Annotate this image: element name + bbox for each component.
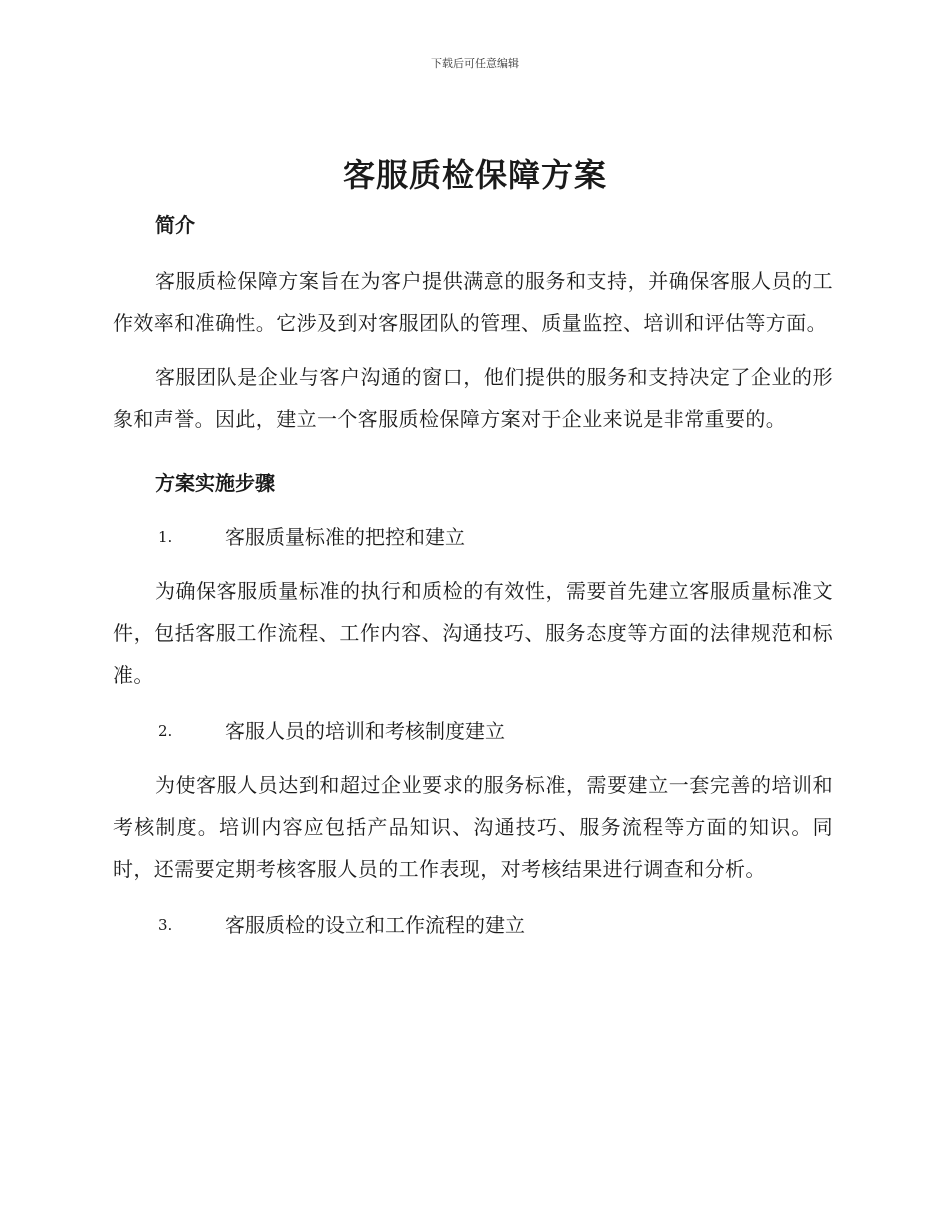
- section-heading-intro: 简介: [155, 213, 195, 237]
- section-heading-steps: 方案实施步骤: [155, 471, 275, 495]
- step-3-label: 客服质检的设立和工作流程的建立: [225, 913, 525, 937]
- step-2-label: 客服人员的培训和考核制度建立: [225, 719, 505, 743]
- step-1-label: 客服质量标准的把控和建立: [225, 525, 465, 549]
- step-3-title: [113, 904, 833, 946]
- intro-paragraph-2: 客服团队是企业与客户沟通的窗口，他们提供的服务和支持决定了企业的形象和声誉。因此，建立一个客服质检保障方案对于企业来说是非常重要的。: [113, 365, 833, 431]
- step-3-number: 3.: [158, 916, 173, 934]
- step-2-title: [113, 710, 833, 752]
- intro-paragraph-1: 客服质检保障方案旨在为客户提供满意的服务和支持，并确保客服人员的工作效率和准确性。它涉及到对客服团队的管理、质量监控、培训和评估等方面。: [113, 269, 833, 335]
- step-1-number: 1.: [158, 528, 173, 546]
- header-note: 下载后可任意编辑: [431, 57, 519, 70]
- document-title: 客服质检保障方案: [342, 156, 607, 194]
- step-2-number: 2.: [158, 722, 173, 740]
- step-1-body: 为确保客服质量标准的执行和质检的有效性，需要首先建立客服质量标准文件，包括客服工作流程、工作内容、沟通技巧、服务态度等方面的法律规范和标准。: [113, 579, 833, 687]
- document-body: [113, 204, 833, 946]
- step-1-title: [113, 516, 833, 558]
- step-2-body: 为使客服人员达到和超过企业要求的服务标准，需要建立一套完善的培训和考核制度。培训内容应包括产品知识、沟通技巧、服务流程等方面的知识。同时，还需要定期考核客服人员的工作表现，对考核结果进行调查和分析。: [113, 773, 833, 881]
